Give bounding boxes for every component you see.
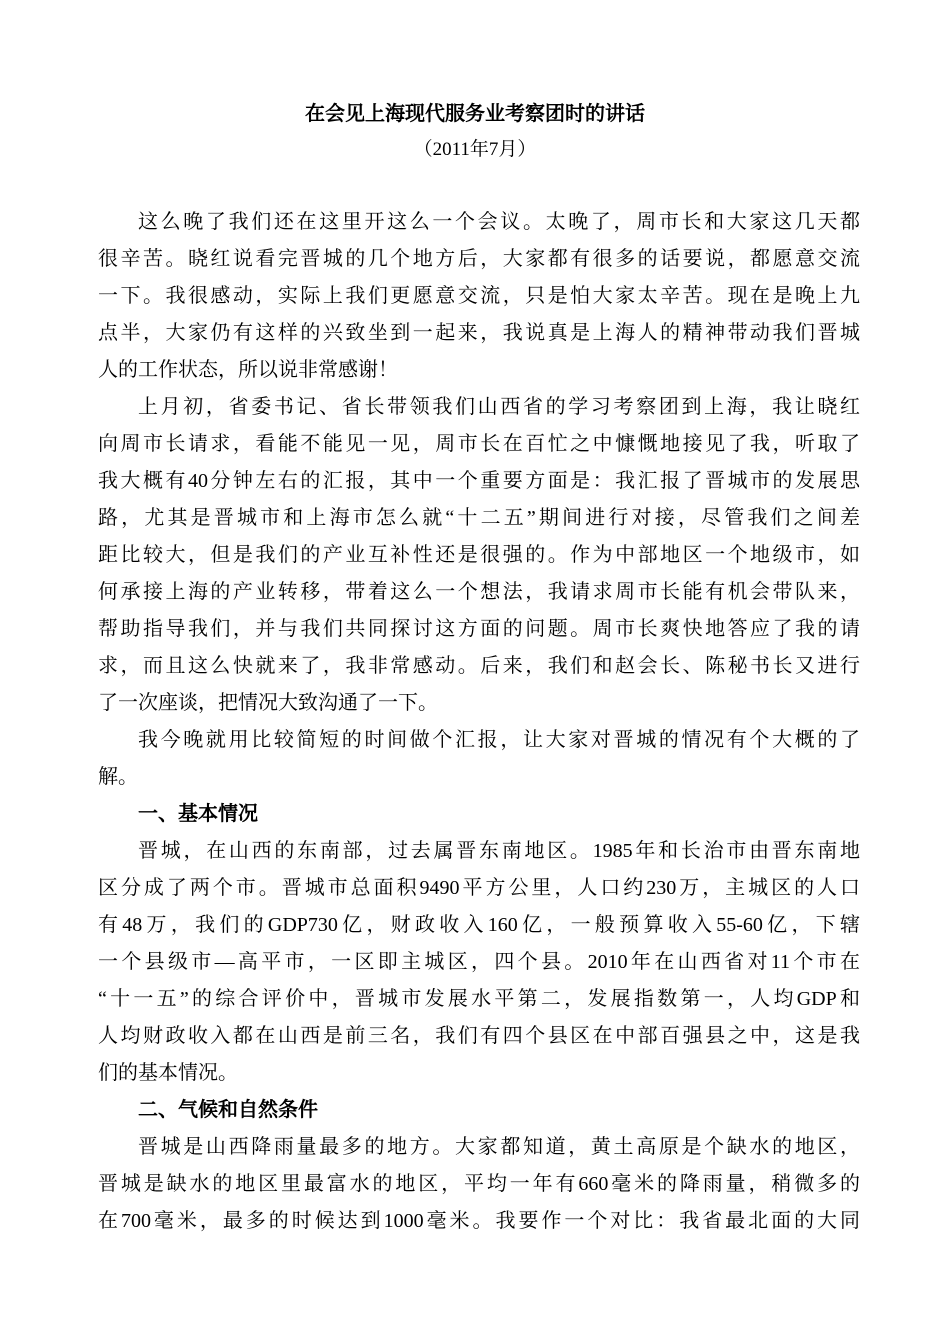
paragraph-line: 我今晚就用比较简短的时间做个汇报，让大家对晋城的情况有个大概的了: [138, 729, 860, 751]
paragraph-line: 上月初，省委书记、省长带领我们山西省的学习考察团到上海，我让晓红: [138, 396, 860, 418]
paragraph-line: 晋城，在山西的东南部，过去属晋东南地区。1985年和长治市由晋东南地: [138, 840, 860, 862]
paragraph-line: 解。: [98, 766, 138, 788]
paragraph-line: 们的基本情况。: [98, 1062, 238, 1084]
paragraph-line: 向周市长请求，看能不能见一见，周市长在百忙之中慷慨地接见了我，听取了: [98, 433, 860, 455]
section-heading: 一、基本情况: [138, 803, 258, 825]
paragraph-line: 晋城是缺水的地区里最富水的地区，平均一年有660毫米的降雨量，稍微多的: [98, 1173, 860, 1195]
paragraph-line: 距比较大，但是我们的产业互补性还是很强的。作为中部地区一个地级市，如: [98, 544, 860, 566]
document-date: （2011年7月）: [413, 139, 537, 160]
paragraph-line: 一个县级市—高平市，一区即主城区，四个县。2010年在山西省对11个市在: [98, 951, 860, 973]
section-heading: 二、气候和自然条件: [138, 1099, 318, 1121]
paragraph-line: 晋城是山西降雨量最多的地方。大家都知道，黄土高原是个缺水的地区，: [138, 1136, 860, 1158]
document-title: 在会见上海现代服务业考察团时的讲话: [305, 103, 645, 125]
paragraph-line: 何承接上海的产业转移，带着这么一个想法，我请求周市长能有机会带队来，: [98, 581, 860, 603]
paragraph-line: 帮助指导我们，并与我们共同探讨这方面的问题。周市长爽快地答应了我的请: [98, 618, 860, 640]
paragraph-line: 点半，大家仍有这样的兴致坐到一起来，我说真是上海人的精神带动我们晋城: [98, 322, 860, 344]
document-body: [98, 204, 860, 1240]
paragraph-line: “十一五”的综合评价中，晋城市发展水平第二，发展指数第一，人均GDP和: [98, 988, 860, 1010]
paragraph-line: 很辛苦。晓红说看完晋城的几个地方后，大家都有很多的话要说，都愿意交流: [98, 248, 860, 270]
paragraph-line: 这么晚了我们还在这里开这么一个会议。太晚了，周市长和大家这几天都: [138, 211, 860, 233]
paragraph-line: 人的工作状态，所以说非常感谢！: [98, 359, 398, 381]
paragraph-line: 了一次座谈，把情况大致沟通了一下。: [98, 692, 438, 714]
paragraph-line: 求，而且这么快就来了，我非常感动。后来，我们和赵会长、陈秘书长又进行: [98, 655, 860, 677]
paragraph-line: 我大概有40分钟左右的汇报，其中一个重要方面是：我汇报了晋城市的发展思: [98, 470, 860, 492]
paragraph-line: 人均财政收入都在山西是前三名，我们有四个县区在中部百强县之中，这是我: [98, 1025, 860, 1047]
paragraph-line: 有48万，我们的GDP730亿，财政收入160亿，一般预算收入55-60亿，下辖: [98, 914, 860, 936]
paragraph-line: 一下。我很感动，实际上我们更愿意交流，只是怕大家太辛苦。现在是晚上九: [98, 285, 860, 307]
paragraph-line: 在700毫米，最多的时候达到1000毫米。我要作一个对比：我省最北面的大同: [98, 1210, 860, 1232]
paragraph-line: 路，尤其是晋城市和上海市怎么就“十二五”期间进行对接，尽管我们之间差: [98, 507, 860, 529]
paragraph-line: 区分成了两个市。晋城市总面积9490平方公里，人口约230万，主城区的人口: [98, 877, 860, 899]
